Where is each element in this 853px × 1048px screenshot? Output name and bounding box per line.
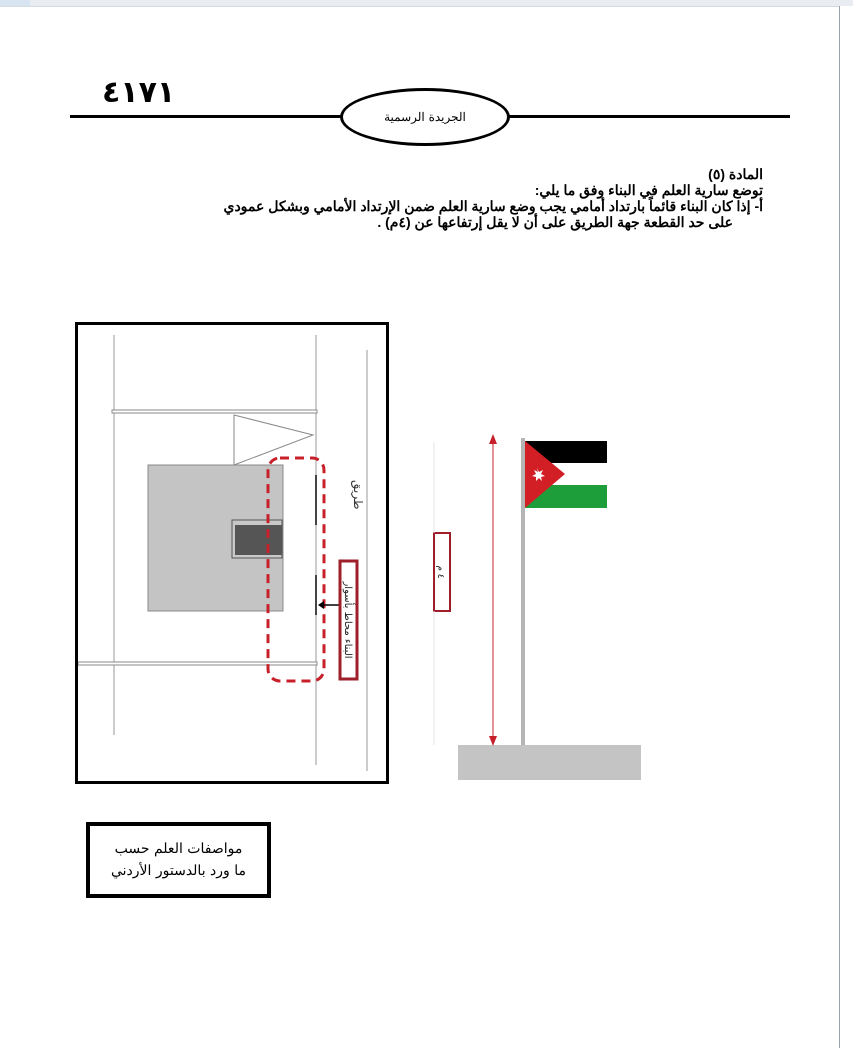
plot-top-line xyxy=(112,410,317,413)
flag-pole-base xyxy=(458,745,641,780)
article-heading: المادة (٥) xyxy=(708,166,763,182)
gazette-title: الجريدة الرسمية xyxy=(384,110,466,124)
article-item-a-line1: أ- إذا كان البناء قائماً بارتداد أمامي يجب وضع سارية العلم ضمن الإرتداد الأمامي وبشكل عمودي xyxy=(223,198,763,214)
wall-arrow-head xyxy=(318,601,324,609)
specs-line-1: مواصفات العلم حسب xyxy=(114,841,243,857)
flag-specs-box xyxy=(86,822,271,898)
site-plan-drawing xyxy=(78,325,386,781)
header-rule-right xyxy=(505,115,790,118)
flag-pole-diagram xyxy=(420,420,650,790)
flag-pole xyxy=(521,438,525,745)
wall-label: البناء محاط بأسوار xyxy=(342,581,353,659)
article-text xyxy=(63,166,763,230)
vertical-scrollbar[interactable] xyxy=(839,6,853,1048)
height-arrow-top xyxy=(489,434,497,444)
window-top-bar xyxy=(0,0,853,7)
height-arrow-bottom xyxy=(489,736,497,746)
plot-bottom-line xyxy=(78,662,317,665)
tab-strip xyxy=(0,0,30,6)
page-number: ٤١٧١ xyxy=(102,75,176,110)
article-intro: توضع سارية العلم في البناء وفق ما يلي: xyxy=(534,182,763,198)
site-plan-diagram xyxy=(75,322,389,784)
height-label: ٤ م xyxy=(435,565,445,579)
building-entrance xyxy=(235,525,282,555)
article-item-a-line2: على حد القطعة جهة الطريق على أن لا يقل إرتفاعها عن (٤م) . xyxy=(377,214,733,230)
gazette-title-oval xyxy=(340,88,510,146)
road-label: طريق xyxy=(351,480,365,510)
jordan-flag xyxy=(525,441,607,508)
specs-line-2: ما ورد بالدستور الأردني xyxy=(110,863,247,879)
header-rule-left xyxy=(70,115,345,118)
